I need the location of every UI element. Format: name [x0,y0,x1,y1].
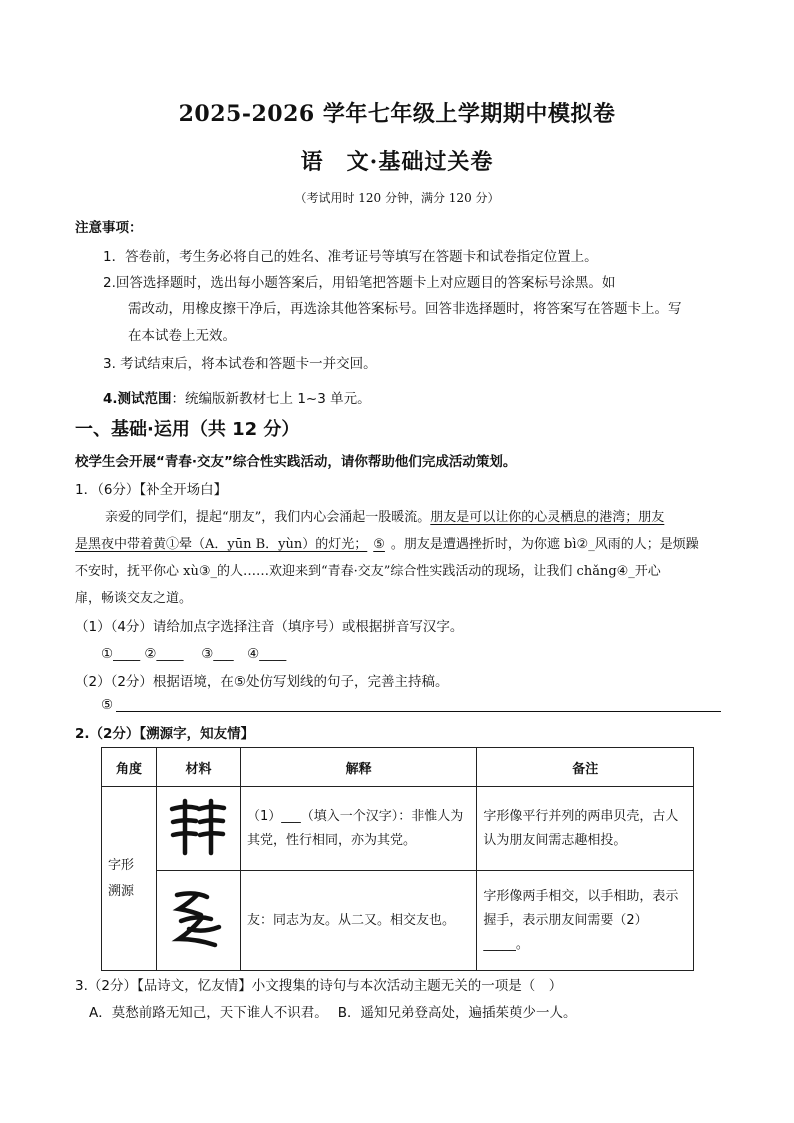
note-cell-2: 字形像两手相交，以手相助，表示握手，表示朋友间需要（2）_____。 [477,871,694,971]
passage-line-4: 扉，畅谈交友之道。 [75,591,193,606]
table-header-cell: 材料 [156,748,240,787]
character-origin-table [101,747,694,971]
peng-seal-glyph-icon [167,795,229,859]
passage-line-1 [105,506,664,525]
page-title: 2025-2026 学年七年级上学期期中模拟卷 [178,101,616,127]
notice-item-4 [103,387,371,407]
exam-info: （考试用时 120 分钟，满分 120 分） [294,191,500,205]
table-header-cell: 备注 [477,748,694,787]
table-header-row [102,748,694,787]
option-b[interactable]: B．遥知兄弟登高处，遍插茱萸少一人。 [337,1005,577,1021]
option-a[interactable]: A．莫愁前路无知己，天下谁人不识君。 [89,1005,328,1021]
notice-item-1: 1．答卷前，考生务必将自己的姓名、准考证号等填写在答题卡和试卷指定位置上。 [103,249,598,265]
passage-line-3: 不安时，抚平你心 xù③_的人……欢迎来到“青春·交友”综合性实践活动的现场，让我们 chǎng④_开心 [75,564,661,579]
notice-item-4-text: ：统编版新教材七上 1~3 单元。 [171,391,371,407]
explain-cell-2: 友：同志为友。从二又。相交友也。 [240,871,476,971]
answer-blank-5-label: ⑤ [101,697,114,713]
notice-item-4-label: 4.测试范围 [103,391,172,407]
passage-underlined-sentence-cont: 是黑夜中带着黄①晕（A．yūn B．yùn）的灯光； [75,537,368,552]
notice-item-3: 3. 考试结束后，将本试卷和答题卡一并交回。 [103,356,377,372]
notice-item-2-line-1: 2.回答选择题时，选出每小题答案后，用铅笔把答题卡上对应题目的答案标号涂黑。如 [103,275,616,291]
table-row [102,871,694,971]
glyph-cell-1 [156,787,240,871]
notice-heading: 注意事项： [75,220,143,236]
section-1-intro: 校学生会开展“青春·交友”综合性实践活动，请你帮助他们完成活动策划。 [75,454,517,470]
table-header-cell: 解释 [240,748,476,787]
question-2-label: 2.（2分）【溯源字，知友情】 [75,726,255,742]
passage-underlined-sentence: 朋友是可以让你的心灵栖息的港湾；朋友 [430,510,665,525]
row-label: 字形溯源 [108,857,135,899]
explain-cell-1: （1）___（填入一个汉字）：非惟人为其党，性行相同，亦为其党。 [240,787,476,871]
question-1-sub-1: （1）（4分）请给加点字选择注音（填序号）或根据拼音写汉字。 [75,619,464,635]
passage-line-2-c: 。朋友是遭遇挫折时，为你遮 bì②_风雨的人；是烦躁 [390,537,699,552]
section-1-heading: 一、基础·运用（共 12 分） [75,419,300,440]
notice-item-2-line-2: 需改动，用橡皮擦干净后，再选涂其他答案标号。回答非选择题时，将答案写在答题卡上。写 [128,301,682,317]
blank-5-marker: ⑤ [373,537,385,552]
question-3-options [89,1001,577,1021]
page-subtitle: 语 文·基础过关卷 [300,149,494,175]
you-seal-glyph-icon [167,887,229,951]
passage-line-1-a: 亲爱的同学们，提起“朋友”，我们内心会涌起一股暖流。 [105,510,431,525]
note-cell-1: 字形像平行并列的两串贝壳，古人认为朋友间需志趣相投。 [477,787,694,871]
question-1-sub-1-blanks[interactable]: ①____ ②____ ③___ ④____ [101,646,287,662]
glyph-cell-2 [156,871,240,971]
question-3-label: 3.（2分）【品诗文，忆友情】小文搜集的诗句与本次活动主题无关的一项是（ ） [75,978,563,994]
notice-item-2-line-3: 在本试卷上无效。 [128,328,236,344]
table-row [102,787,694,871]
row-label-cell [102,787,157,971]
question-1-label: 1．（6分）【补全开场白】 [75,482,228,498]
passage-line-2 [75,533,699,552]
table-header-cell: 角度 [102,748,157,787]
question-1-sub-2: （2）（2分）根据语境，在⑤处仿写划线的句子，完善主持稿。 [75,674,449,690]
answer-blank-5-line[interactable] [116,711,721,712]
